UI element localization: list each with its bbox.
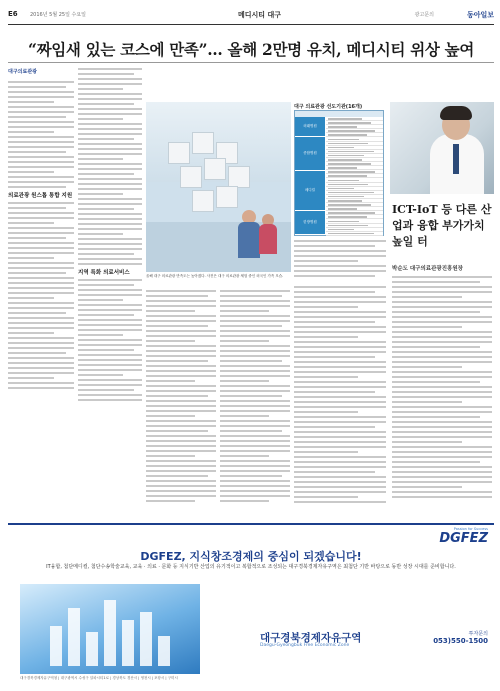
article-column-6 bbox=[294, 286, 386, 518]
ad-logo-tagline: Passion for Success bbox=[453, 527, 488, 531]
article-column-2 bbox=[78, 68, 142, 518]
ad-footer: 대구경북경제자유구역청 | 대구광역시 수성구 알파시티1로 | 경상북도 경산시 | 영천시 | 포항시 | 구미시 bbox=[20, 676, 178, 680]
side-article-body bbox=[392, 276, 492, 518]
side-article-byline: 박순도 대구의료관광진흥원장 bbox=[392, 266, 463, 272]
side-article-title: ICT-IoT 등 다른 산업과 융합 부가가치 높일 터 bbox=[392, 203, 492, 248]
ad-logo-text: DGFEZ bbox=[439, 531, 488, 546]
page-header bbox=[8, 10, 494, 22]
article-column-1 bbox=[8, 68, 74, 518]
interviewee-photo bbox=[390, 102, 494, 194]
ad-body-text: IT융합, 첨단메디컬, 첨단수송학술교육, 교육 · 의료 · 문화 등 지식기반 산업의 유기적이고 복합적으로 조성되는 대구경북경제자유구역은 최첨단 기반 바탕으로 동반 성장 시대를 준비합니다. bbox=[46, 564, 456, 570]
photo-caption: 올해 대구 의료관광 만족도는 높아졌다. 사진은 대구 의료관광 체험 중인 외국인 가족 모습. bbox=[146, 274, 284, 278]
ad-org-english: Daegu-Gyeongbuk Free Economic Zone bbox=[260, 643, 350, 648]
ad-org-name: 대구경북경제자유구역 bbox=[260, 632, 362, 644]
article-column-4 bbox=[220, 290, 290, 518]
ad-tel-label: 투자문의 bbox=[468, 631, 488, 637]
table-category-1: 외래병원 bbox=[295, 117, 325, 137]
headline-rule bbox=[8, 62, 494, 63]
subhead-1: 의료관광 원스톱 통합 지원 bbox=[8, 193, 73, 199]
issue-date: 2016년 5월 25일 수요일 bbox=[30, 12, 87, 18]
header-rule bbox=[8, 24, 494, 25]
page-number: E6 bbox=[8, 10, 18, 18]
table-row bbox=[326, 232, 383, 236]
ad-contact bbox=[398, 630, 488, 645]
ad-logo bbox=[418, 527, 488, 546]
table-category-4: 한방병원 bbox=[295, 211, 325, 235]
kicker-box: 대구의료관광 bbox=[8, 69, 37, 75]
main-headline: “짜임새 있는 코스에 만족”… 올해 2만명 유치, 메디시티 위상 높여 bbox=[27, 40, 475, 59]
table-category-2: 종합병원 bbox=[295, 137, 325, 171]
article-column-3 bbox=[146, 290, 216, 518]
table-title: 대구 의료관광 선도기관(16개) bbox=[294, 104, 363, 110]
section-title: 메디시티 대구 bbox=[238, 11, 282, 19]
main-photo bbox=[146, 102, 291, 272]
table-category-3: 메디컬 bbox=[295, 171, 325, 211]
subhead-2: 지역 특화 의료서비스 bbox=[78, 270, 130, 276]
ad-tel-number: 053)550-1500 bbox=[433, 637, 488, 645]
ad-headline: DGFEZ, 지식창조경제의 중심이 되겠습니다! bbox=[140, 550, 362, 563]
article-column-5 bbox=[294, 240, 386, 280]
institutions-table bbox=[294, 110, 384, 236]
ad-label: 광고문의 bbox=[414, 12, 434, 18]
ad-city-image bbox=[20, 584, 200, 674]
publisher-logo: 동아일보 bbox=[466, 11, 494, 19]
